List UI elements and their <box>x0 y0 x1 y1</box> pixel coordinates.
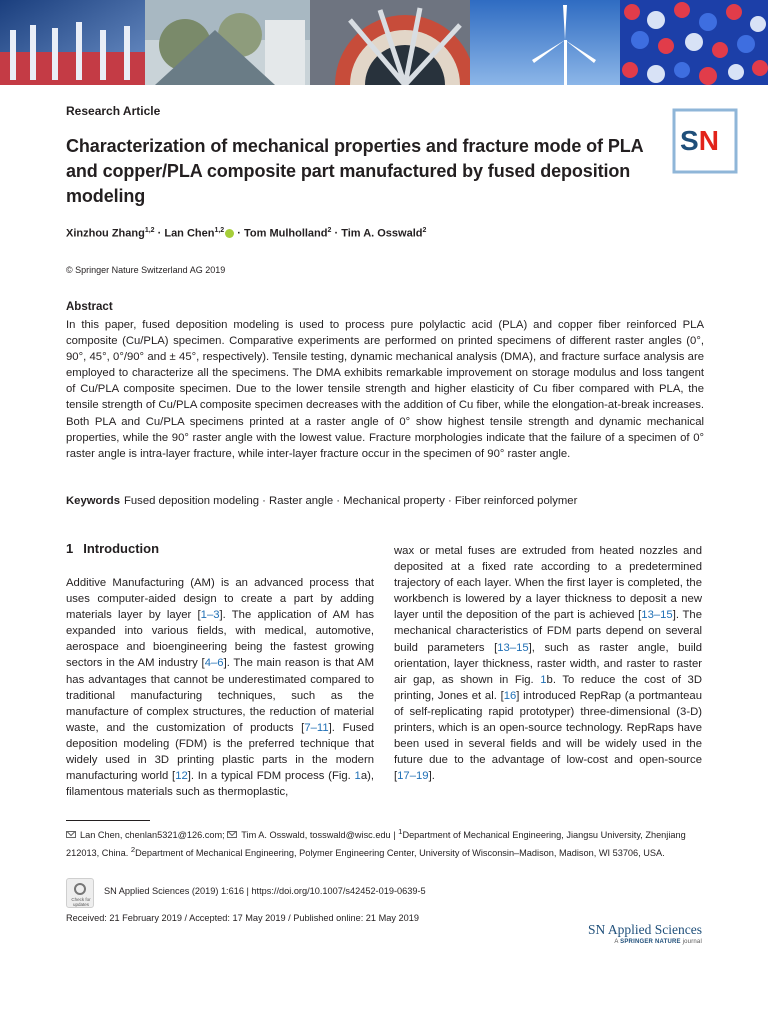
author-affiliation: 1,2 <box>144 227 155 234</box>
article-type: Research Article <box>66 104 161 118</box>
envelope-icon <box>66 831 76 838</box>
section-title: Introduction <box>83 541 160 556</box>
citation-link[interactable]: 4–6 <box>204 657 224 670</box>
section-number: 1 <box>66 541 74 556</box>
intro-left-column: Additive Manufacturing (AM) is an advanced process that uses computer-aided design to create a part by adding materials layer by layer [1–3]. The application of AM has expanded into various fields, with medical, automotive, aerospace and bioengineering being the fastest growing sectors in the AM industry [4–6]. The main reason is that AM has advantages that cannot be underestimated compared to traditional manufacturing techniques, such as the manufacture of complex structures, the reduction of material waste, and the customization of products [7–11]. Fused deposition modeling (FDM) is the preferred technique that widely used in 3D printing plastic parts in the modern manufacturing world [12]. In a typical FDM process (Fig. 1a), filamentous materials such as thermoplastic, <box>66 577 374 799</box>
citation-link[interactable]: 13–15 <box>497 641 529 654</box>
citation-link[interactable]: 16 <box>503 689 517 702</box>
journal-brand <box>588 922 702 945</box>
keywords-label: Keywords <box>66 495 120 507</box>
check-for-updates-badge[interactable] <box>66 878 94 908</box>
figure-link[interactable]: 1 <box>354 770 361 783</box>
header-banner <box>0 0 768 85</box>
sn-logo-s: SN <box>680 125 719 156</box>
author-name[interactable]: Tom Mulholland <box>243 227 328 240</box>
abstract-text: In this paper, fused deposition modeling is used to process pure polylactic acid (PLA) and copper fiber reinforced PLA composite (Cu/PLA) specimen. Comparative experiments are performed on printed specimens of different raster angles (0°, 90°, 45°, 0°/90° and ± 45°, respectively). Tensile testing, dynamic mechanical analysis (DMA), and fracture surface analysis are employed to characterize all the specimens. The DMA exhibits remarkable improvement on storage modulus and loss tangent of Cu/PLA composite specimen. Due to the lower tensile strength and higher elasticity of Cu fiber compared with PLA, the tensile strength of Cu/PLA composite specimen decreases with the addition of Cu fiber, while the elongation-at-break increases. Both PLA and Cu/PLA specimens printed at a raster angle of 0° show highest tensile strength and dynamic mechanical properties, while the 90° raster angle with the lowest value. Fracture morphologies indicate that the failure of a specimen of 0° raster angle is intra-layer fracture, while inter-layer fracture occur in the specimen of 90° raster angle. <box>66 319 704 460</box>
citation-link[interactable]: 7–11 <box>304 721 329 734</box>
banner-plant-image <box>145 0 310 85</box>
contact-email-1[interactable]: Lan Chen, chenlan5321@126.com; <box>80 830 225 841</box>
orcid-icon[interactable] <box>225 229 234 238</box>
banner-wind-image <box>470 0 620 85</box>
footnote-rule <box>66 820 150 821</box>
section-heading-introduction <box>66 541 159 556</box>
banner-lab-image <box>0 0 145 85</box>
keywords <box>66 495 706 507</box>
affiliation-1: Department of Mechanical Engineering, Jiangsu University, Zhenjiang 212013, China. <box>66 830 686 858</box>
article-title: Characterization of mechanical properties and fracture mode of PLA and copper/PLA composite part manufactured by fused deposition modeling <box>66 136 643 206</box>
banner-particles-image <box>620 0 768 85</box>
citation-link[interactable]: 17–19 <box>397 770 429 783</box>
check-for-updates-label: Check for updates <box>71 897 91 907</box>
keywords-text: Fused deposition modeling · Raster angle · Mechanical property · Fiber reinforced polymer <box>124 495 578 507</box>
journal-name: SN Applied Sciences <box>588 922 702 937</box>
envelope-icon <box>227 831 237 838</box>
citation-link[interactable]: 12 <box>175 770 188 783</box>
sn-logo <box>672 108 738 174</box>
check-icon <box>74 883 86 895</box>
contact-email-2[interactable]: Tim A. Osswald, tosswald@wisc.edu <box>241 830 391 841</box>
author-affiliation: 1,2 <box>214 227 225 234</box>
citation-link[interactable]: 1–3 <box>200 609 220 622</box>
citation-link[interactable]: 13–15 <box>641 609 673 622</box>
publisher-name: SPRINGER NATURE <box>620 939 681 945</box>
author-list: Xinzhou Zhang$^{1,2}$ · Lan Chen$^{1,2}$ · Tom Mulholland$^2$ · Tim A. Osswald$^2$ <box>66 227 427 240</box>
intro-right-column: wax or metal fuses are extruded from heated nozzles and deposited at a fixed rate according to a predetermined trajectory of each layer. When the first layer is completed, the workbench is lowered by a layer thickness to deposit a new layer until the deposition of the part is achieved [13–15]. The mechanical characteristics of FDM parts depend on several build parameters [13–15], such as raster angle, build orientation, layer thickness, raster width, and raster to raster air gap, as shown in Fig. 1b. To reduce the cost of 3D printing, Jones et al. [16] introduced RepRap (a portmanteau of self-replicating rapid prototyper) three-dimensional (3-D) printers, which is an open-source technology. RepRaps have been used in several fields and will be widely used in the future due to the advantage of low-cost and open-source [17–19]. <box>394 545 703 783</box>
banner-turbine-image <box>310 0 470 85</box>
affiliation-2: Department of Mechanical Engineering, Polymer Engineering Center, University of Wisconsin–Madison, Madison, WI 53706, USA. <box>135 847 665 858</box>
author-name[interactable]: Xinzhou Zhang <box>66 227 145 240</box>
author-affiliation: 2 <box>327 227 332 234</box>
publication-dates: Received: 21 February 2019 / Accepted: 17 May 2019 / Published online: 21 May 2019 <box>66 913 419 923</box>
author-name[interactable]: Lan Chen <box>164 227 215 240</box>
citation-doi[interactable]: SN Applied Sciences (2019) 1:616 | https://doi.org/10.1007/s42452-019-0639-5 <box>104 886 426 896</box>
abstract-heading: Abstract <box>66 301 113 313</box>
footnote: Lan Chen, chenlan5321@126.com; Tim A. Osswald, tosswald@wisc.edu | $^1$Department of Mechanical Engineering, Jiangsu University, Zhenjiang 212013, China. $^2$Department of Mechanical Engineering, Polymer Engineering Center, University of Wisconsin–Madison, Madison, WI 53706, USA. <box>66 827 686 858</box>
figure-link[interactable]: 1 <box>540 673 547 686</box>
author-affiliation: 2 <box>422 227 427 234</box>
journal-publisher-line: A SPRINGER NATURE journal <box>614 939 702 945</box>
author-name[interactable]: Tim A. Osswald <box>341 227 423 240</box>
copyright-notice: © Springer Nature Switzerland AG 2019 <box>66 265 226 275</box>
